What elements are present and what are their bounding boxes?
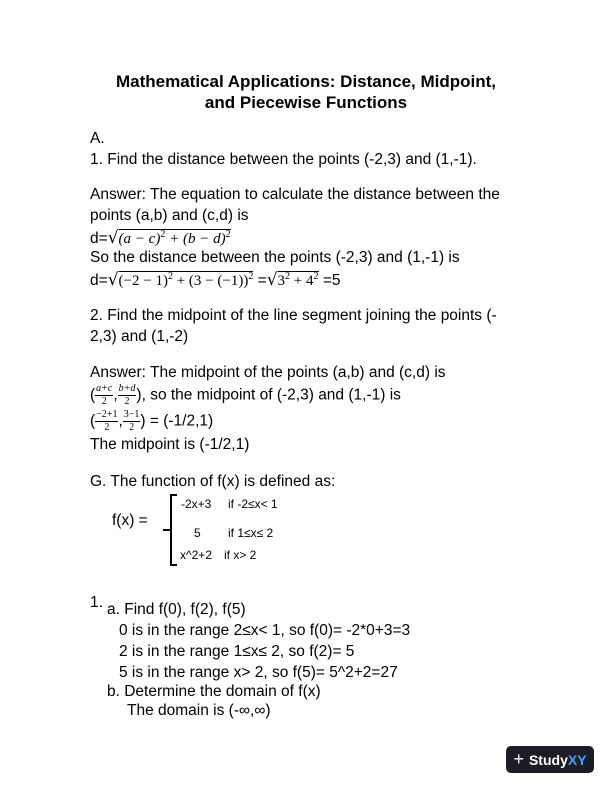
frac-x: $\frac{-2+1}{2}$ xyxy=(96,409,118,433)
frac-a-c: $\frac{a+c}{2}$ xyxy=(96,383,113,407)
piecewise-label: f(x) = xyxy=(112,512,148,529)
logo-text-study: Study xyxy=(528,751,568,768)
part-1a-line-2: 2 is in the range 1≤x≤ 2, so f(2)= 5 xyxy=(119,643,355,660)
studyxy-logo xyxy=(506,746,594,773)
answer-1-line-2: points (a,b) and (c,d) is xyxy=(90,207,249,224)
brace-top xyxy=(170,494,177,496)
calc-result: =5 xyxy=(322,272,341,289)
frac-y: $\frac{3-1}{2}$ xyxy=(123,409,140,433)
case-2-expr: 5 xyxy=(194,526,201,540)
part-1a: a. Find f(0), f(2), f(5) xyxy=(107,601,246,618)
question-2-line-1: 2. Find the midpoint of the line segment joining the points (- xyxy=(90,307,497,324)
case-1-expr: -2x+3 xyxy=(181,497,212,511)
answer-1-line-1: Answer: The equation to calculate the distance between the xyxy=(90,186,500,203)
case-3-expr: x^2+2 xyxy=(180,548,212,562)
question-1: 1. Find the distance between the points (-2,3) and (1,-1). xyxy=(90,151,477,168)
brace-middle xyxy=(163,529,171,531)
section-g-label: G. The function of f(x) is defined as: xyxy=(90,473,336,490)
part-1a-line-3: 5 is in the range x> 2, so f(5)= 5^2+2=27 xyxy=(119,664,398,681)
title-line-1: Mathematical Applications: Distance, Midpoint, xyxy=(115,72,497,91)
frac-b-d: $\frac{b+d}{2}$ xyxy=(118,383,136,407)
part-1b: b. Determine the domain of f(x) xyxy=(107,683,321,700)
calc-prefix: d= xyxy=(90,272,108,289)
section-a-label: A. xyxy=(90,130,105,147)
formula-prefix: d= xyxy=(90,230,108,247)
plus-icon: + xyxy=(513,749,524,769)
distance-calculation: $d=√(-2 - 1)^2 + (3 - (-1))^2 =√3^2 + 4^2 =5$ xyxy=(90,270,341,290)
title-line-2: and Piecewise Functions xyxy=(204,93,408,112)
part-1b-line: The domain is (-∞,∞) xyxy=(127,702,271,719)
answer-2-line-1: Answer: The midpoint of the points (a,b) and (c,d) is xyxy=(90,364,446,381)
midpoint-formula: ( $\frac{a+c}{2}$ , $\frac{b+d}{2}$ ), so the midpoint of (-2,3) and (1,-1) is xyxy=(90,383,401,407)
answer-2-line-2: ), so the midpoint of (-2,3) and (1,-1) is xyxy=(136,386,401,404)
calc-equals: = xyxy=(257,272,267,289)
part-1-number: 1. xyxy=(90,594,103,611)
midpoint-calculation: ( $\frac{-2+1}{2}$ , $\frac{3-1}{2}$ ) = (-1/2,1) xyxy=(90,409,214,433)
logo-text-xy: XY xyxy=(567,751,587,768)
brace-bottom xyxy=(170,564,177,566)
answer-2-line-3: ) = (-1/2,1) xyxy=(140,412,214,430)
case-1-cond: if -2≤x< 1 xyxy=(228,497,278,511)
answer-1-line-3: So the distance between the points (-2,3) and (1,-1) is xyxy=(90,249,460,266)
case-2-cond: if 1≤x≤ 2 xyxy=(228,526,274,540)
question-2-line-2: 2,3) and (1,-2) xyxy=(90,328,189,345)
distance-formula: $d=√(a - c)^2 + (b - d)^2$ xyxy=(90,228,231,248)
answer-2-line-4: The midpoint is (-1/2,1) xyxy=(90,436,250,453)
part-1a-line-1: 0 is in the range 2≤x< 1, so f(0)= -2*0+3=3 xyxy=(119,622,411,639)
case-3-cond: if x> 2 xyxy=(224,548,257,562)
